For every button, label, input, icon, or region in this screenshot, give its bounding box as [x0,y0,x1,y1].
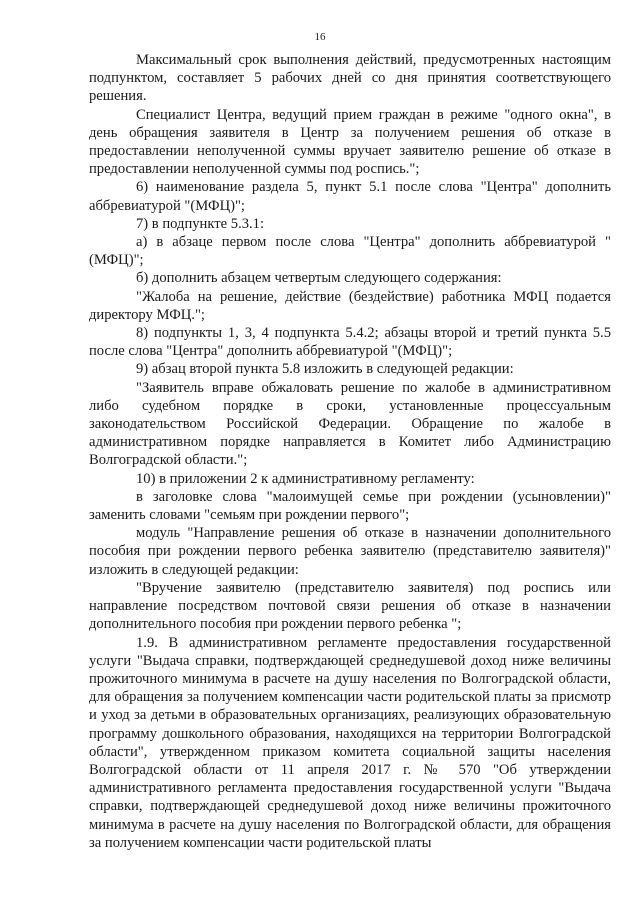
paragraph-section-1-9: 1.9. В административном регламенте предоставления государственной услуги "Выдача справки, подтверждающей среднедушевой доход ниже величины прожиточного минимума в расчете на душу населения по Волгоградской области, для обращения за получением компенсации части родительской платы за присмотр и уход за детьми в образовательных организациях, реализующих образовательную программу дошкольного образования, находящихся на территории Волгоградской области", утвержденном приказом комитета социальной защиты населения Волгоградской области от 11 апреля 2017 г. № 570 "Об утверждении административного регламента предоставления государственной услуги "Выдача справки, подтверждающей среднедушевой доход ниже величины прожиточного минимума в расчете на душу населения по Волгоградской области, для обращения за получением компенсации части родительской платы [89,634,611,851]
paragraph-complaint-quote: "Жалоба на решение, действие (бездействие) работника МФЦ подается директору МФЦ."; [89,288,611,323]
paragraph-item-7b: б) дополнить абзацем четвертым следующего содержания: [136,270,502,287]
paragraph-heading-replace: в заголовке слова "малоимущей семье при рождении (усыновлении)" заменить словами "семьям при рождении первого"; [89,488,611,524]
paragraph-item-8: 8) подпункты 1, 3, 4 подпункта 5.4.2; абзацы второй и третий пункта 5.5 после слова "Центра" дополнить аббревиатурой "(МФЦ)"; [89,325,611,360]
page-number: 16 [314,31,326,43]
paragraph-appeal-quote: "Заявитель вправе обжаловать решение по жалобе в административном либо судебном порядке в сроки, установленные процессуальным законодательством Российской Федерации. Обращение по жалобе в административном порядке направляется в Комитет либо Администрацию Волгоградской области."; [89,379,611,469]
paragraph-max-term: Максимальный срок выполнения действий, предусмотренных настоящим подпунктом, составляет 5 рабочих дней со дня принятия соответствующего решения. [89,52,611,105]
paragraph-item-7a: а) в абзаце первом после слова "Центра" дополнить аббревиатурой "(МФЦ)"; [89,234,611,269]
paragraph-delivery-quote: "Вручение заявителю (представителю заявителя) под роспись или направление посредством почтовой связи решения об отказе в назначении дополнительного пособия при рождении первого ребенка "; [89,579,611,633]
paragraph-item-10: 10) в приложении 2 к административному регламенту: [136,470,475,487]
document-body [89,51,611,852]
paragraph-item-7: 7) в подпункте 5.3.1: [136,215,265,232]
paragraph-item-9: 9) абзац второй пункта 5.8 изложить в следующей редакции: [136,361,514,378]
paragraph-item-6: 6) наименование раздела 5, пункт 5.1 после слова "Центра" дополнить аббревиатурой "(МФЦ)"; [89,179,611,214]
paragraph-module: модуль "Направление решения об отказе в назначении дополнительного пособия при рождении первого ребенка заявителю (представителю заявителя)" изложить в следующей редакции: [89,525,611,578]
paragraph-center-specialist: Специалист Центра, ведущий прием граждан в режиме "одного окна", в день обращения заявителя в Центр за получением решения об отказе в предоставлении неполученной суммы вручает заявителю решение об отказе в предоставлении неполученной суммы под роспись."; [89,106,611,178]
